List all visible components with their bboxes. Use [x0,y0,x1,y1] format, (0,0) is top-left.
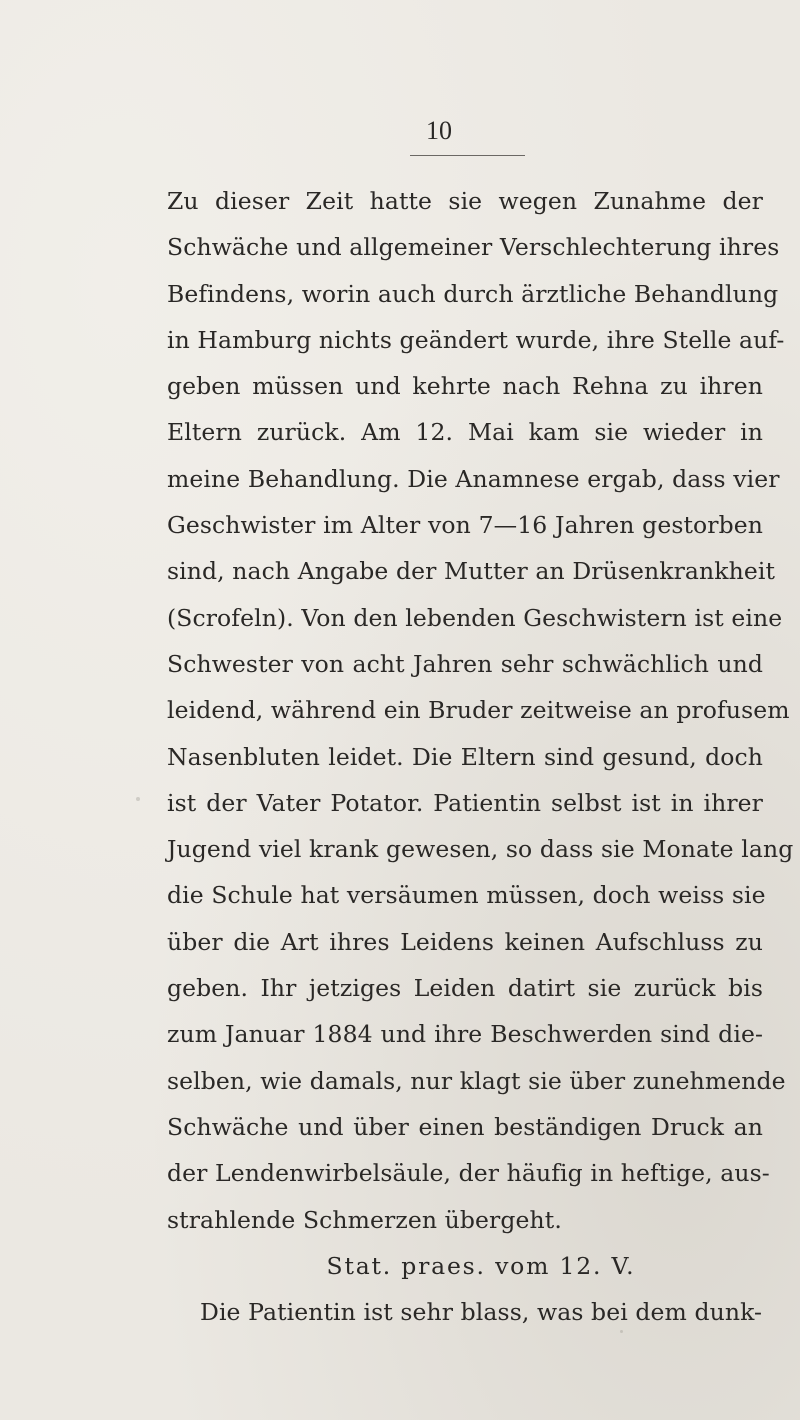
text-line: zum Januar 1884 und ihre Beschwerden sind die- [167,1020,763,1049]
text-line: leidend, während ein Bruder zeitweise an profusem [167,696,790,725]
text-line: selben, wie damals, nur klagt sie über zunehmende [167,1066,786,1095]
text-line: geben. Ihr jetziges Leiden datirt sie zurück bis [167,974,763,1003]
text-line: Geschwister im Alter von 7—16 Jahren gestorben [167,511,763,540]
text-line: die Schule hat versäumen müssen, doch weiss sie [167,881,766,910]
text-line: Jugend viel krank gewesen, so dass sie Monate lang [167,835,794,864]
text-line: Schwäche und allgemeiner Verschlechterung ihres [167,233,780,262]
text-line: Nasenbluten leidet. Die Eltern sind gesund, doch [167,742,763,771]
text-line: Schwester von acht Jahren sehr schwächlich und [167,649,763,678]
paper-speck [620,1330,623,1333]
text-line: Die Patientin ist sehr blass, was bei dem dunk- [200,1298,763,1327]
text-line: strahlende Schmerzen übergeht. [167,1205,562,1234]
page-number-rule [410,155,525,156]
text-line: meine Behandlung. Die Anamnese ergab, dass vier [167,464,780,493]
text-line: ist der Vater Potator. Patientin selbst ist in ihrer [167,788,763,817]
text-line: Befindens, worin auch durch ärztliche Behandlung [167,279,779,308]
text-line: Eltern zurück. Am 12. Mai kam sie wieder in [167,418,763,447]
section-heading: Stat. praes. vom 12. V. [326,1251,636,1280]
page-number: 10 [426,116,452,145]
text-line: Zu dieser Zeit hatte sie wegen Zunahme der [167,187,763,215]
text-line: geben müssen und kehrte nach Rehna zu ihren [167,372,763,401]
text-line: in Hamburg nichts geändert wurde, ihre Stelle auf- [167,325,785,354]
text-line: über die Art ihres Leidens keinen Aufschluss zu [167,927,763,956]
body-text [167,178,794,1335]
paper-speck [420,660,422,662]
text-line: (Scrofeln). Von den lebenden Geschwistern ist eine [167,603,783,632]
text-line: sind, nach Angabe der Mutter an Drüsenkrankheit [167,557,776,586]
paper-speck [136,797,140,801]
text-line: Schwäche und über einen beständigen Druck an [167,1112,763,1141]
text-line: der Lendenwirbelsäule, der häufig in heftige, aus- [167,1159,770,1188]
